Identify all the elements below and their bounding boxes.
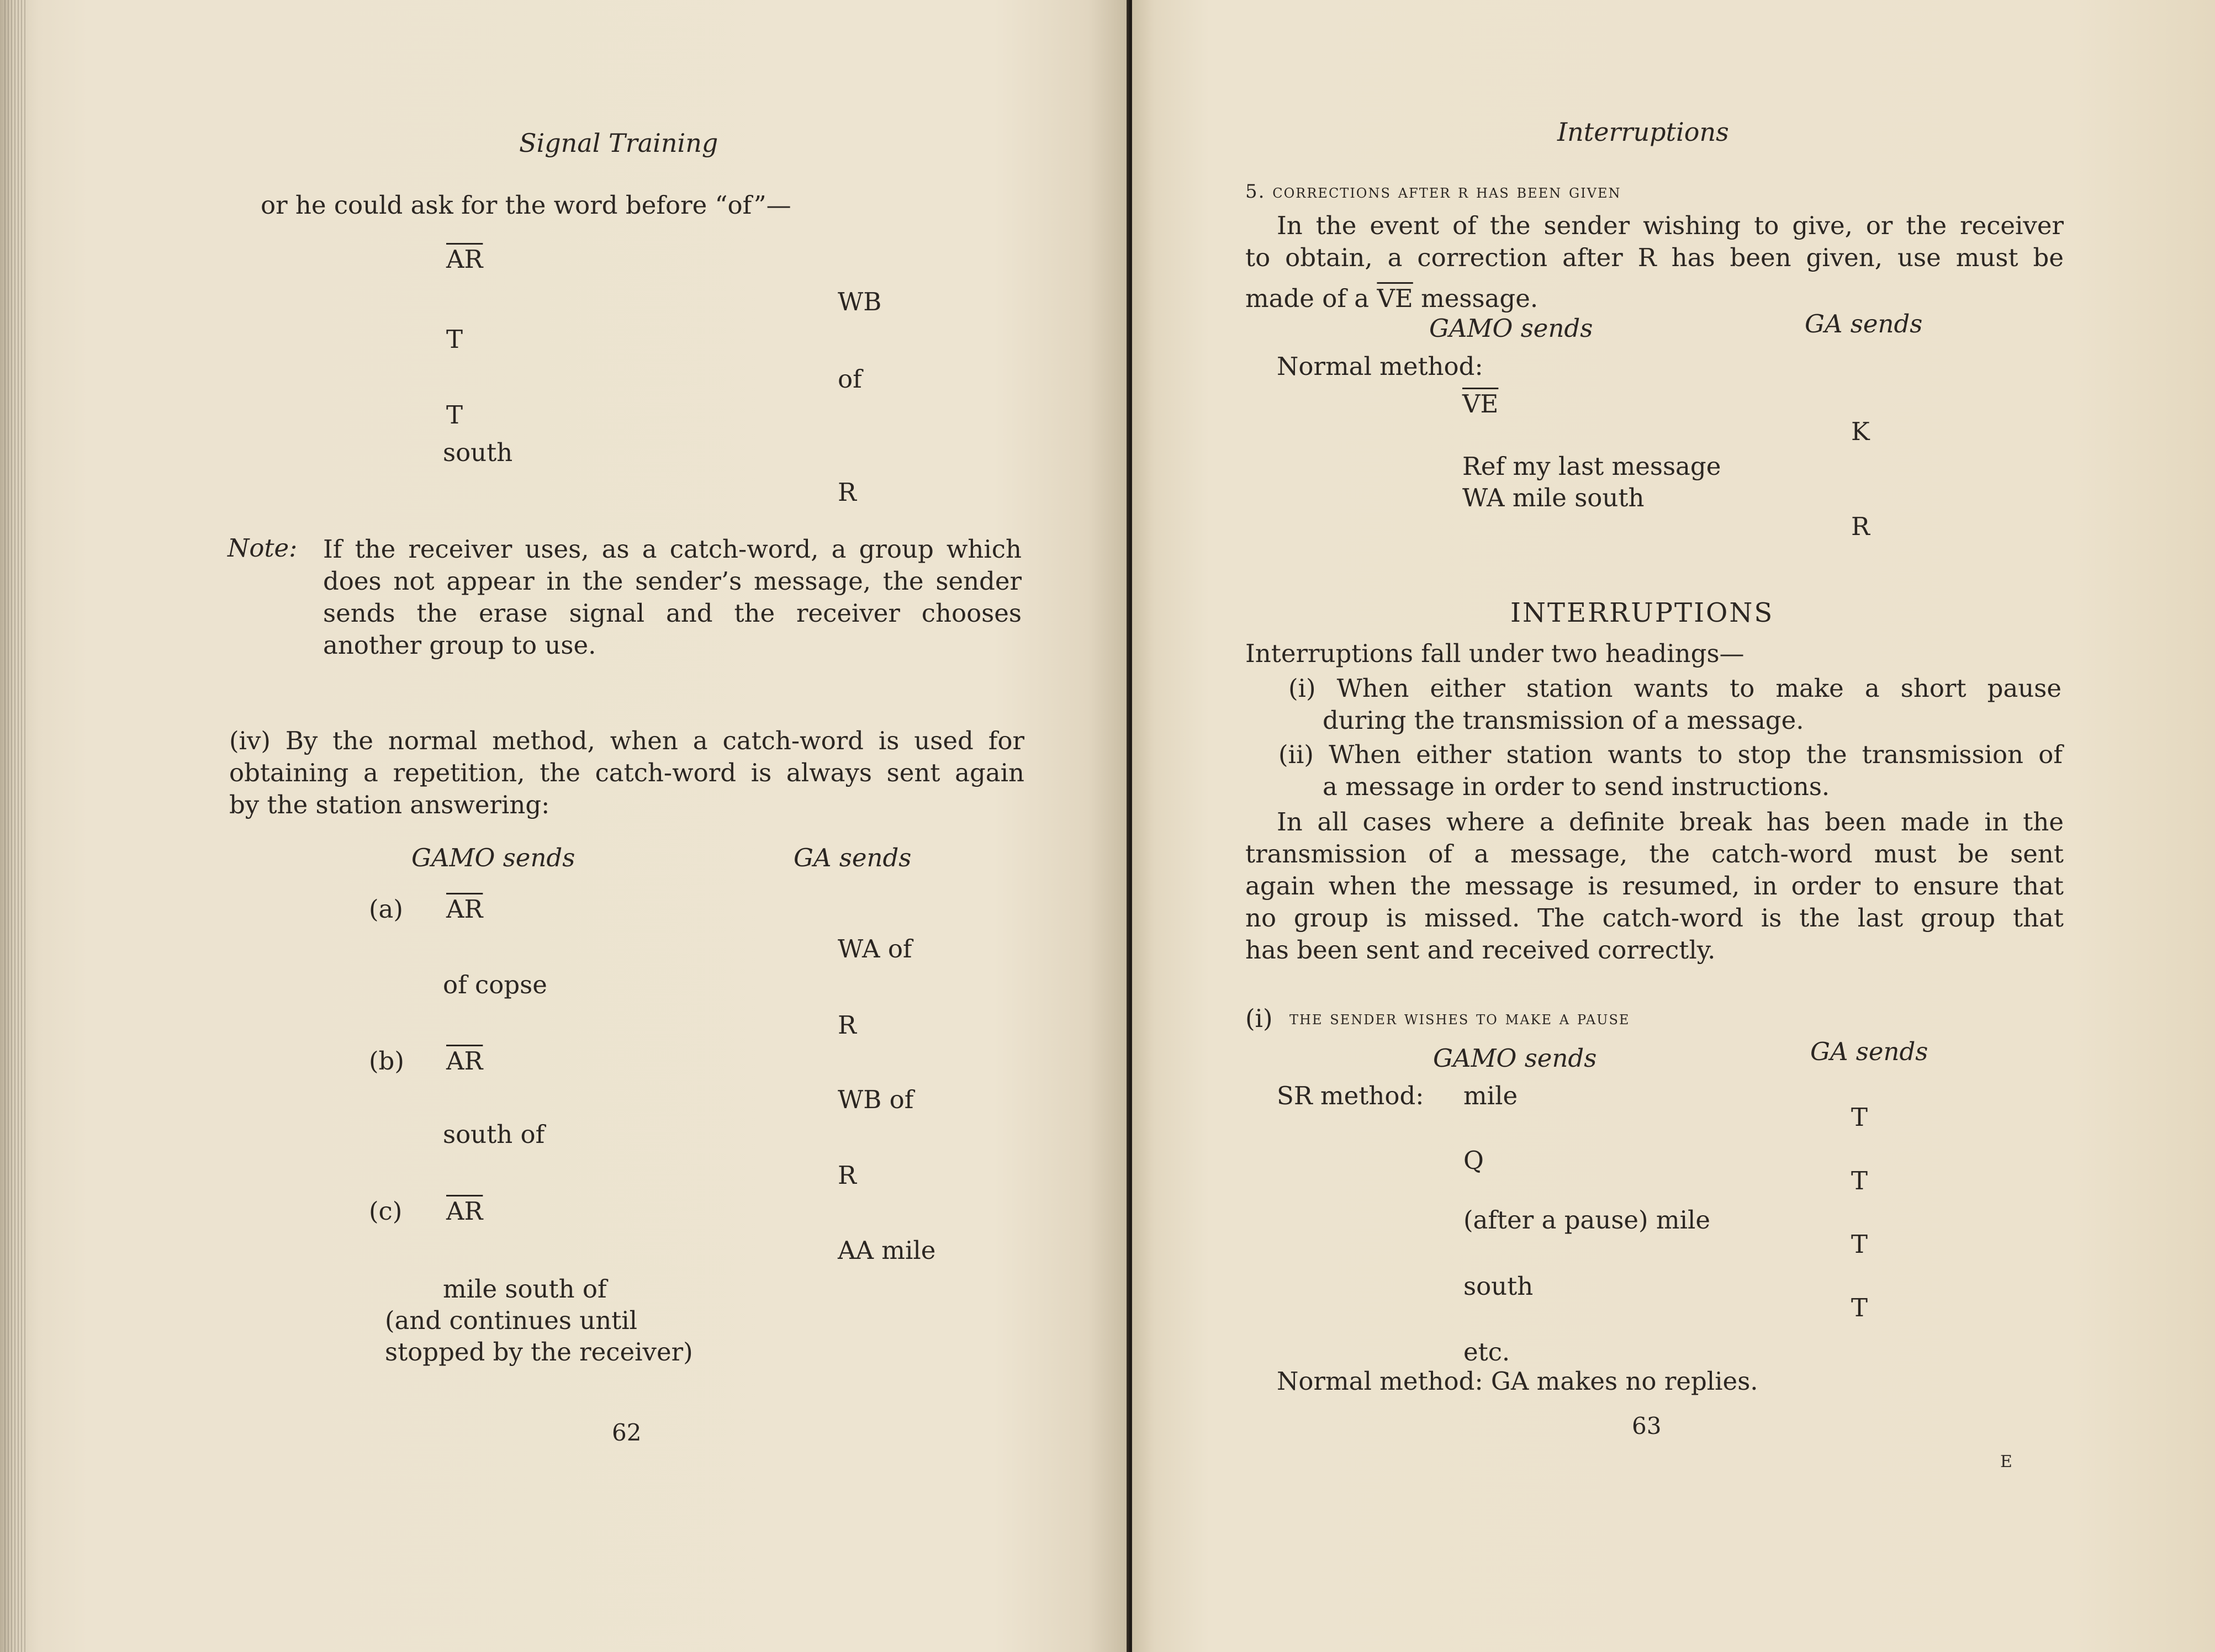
sent-south: south: [443, 438, 513, 467]
signal-ve: $\overline{VE}$: [1462, 389, 1499, 419]
item-ii-line: a message in order to send instructions.: [1323, 772, 1830, 801]
page-number: 63: [1632, 1412, 1662, 1439]
reply-k: K: [1851, 417, 1870, 446]
sent-mile: mile: [1463, 1081, 1518, 1110]
section-5-line: In the event of the sender wishing to give, or the receiver: [1277, 211, 2064, 240]
item-i-line: (i) When either station wants to make a short pause: [1288, 674, 2061, 703]
reply-wb-of: WB of: [838, 1085, 914, 1114]
reply-r: R: [838, 1010, 857, 1040]
note-line: does not appear in the sender’s message, the sender: [323, 566, 1022, 596]
reply-t: T: [1851, 1166, 1868, 1195]
right-page: [1132, 0, 2215, 1652]
reply-r: R: [838, 1161, 857, 1190]
column-gamo-sends: GAMO sends: [411, 843, 575, 872]
signal-ar: $\overline{AR}$: [446, 245, 483, 274]
signature-mark: E: [2000, 1452, 2012, 1471]
reply-aa-mile: AA mile: [838, 1236, 936, 1265]
column-ga-sends: GA sends: [1810, 1037, 1928, 1066]
normal-method-no-replies: Normal method: GA makes no replies.: [1277, 1367, 1758, 1396]
sent-after-pause-mile: (after a pause) mile: [1463, 1205, 1710, 1235]
normal-method-label: Normal method:: [1277, 352, 1483, 381]
signal-ar: $\overline{AR}$: [446, 894, 483, 924]
note-line: If the receiver uses, as a catch-word, a group which: [323, 534, 1022, 564]
note-continues: (and continues until: [385, 1306, 638, 1335]
sr-method-label: SR method:: [1277, 1081, 1424, 1110]
note-stopped: stopped by the receiver): [385, 1337, 693, 1367]
pause-heading: the sender wishes to make a pause: [1289, 1007, 1630, 1029]
sent-of-copse: of copse: [443, 970, 547, 999]
paragraph-iv-line: (iv) By the normal method, when a catch-word is used for: [229, 726, 1024, 755]
note-label: Note:: [228, 533, 298, 563]
all-cases-line: no group is missed. The catch-word is the last group that: [1245, 903, 2064, 933]
paragraph-iv-line: by the station answering:: [229, 790, 550, 819]
running-head: Signal Training: [519, 128, 718, 158]
sent-t: T: [446, 325, 463, 354]
item-i-line: during the transmission of a message.: [1323, 706, 1804, 735]
paragraph-iv-line: obtaining a repetition, the catch-word is always sent again: [229, 758, 1024, 787]
column-gamo-sends: GAMO sends: [1433, 1044, 1597, 1073]
pause-heading-number: (i): [1245, 1004, 1273, 1033]
sent-ref-line: WA mile south: [1462, 483, 1645, 512]
reply-t: T: [1851, 1293, 1868, 1322]
reply-r: R: [838, 478, 857, 507]
example-label-c: (c): [369, 1196, 403, 1226]
sent-south: south: [1463, 1272, 1534, 1301]
column-gamo-sends: GAMO sends: [1429, 314, 1593, 343]
section-5-heading: 5. corrections after r has been given: [1245, 181, 1621, 203]
page-number: 62: [612, 1419, 642, 1446]
sent-south-of: south of: [443, 1120, 545, 1149]
column-ga-sends: GA sends: [794, 843, 912, 872]
sent-q: Q: [1463, 1146, 1484, 1175]
reply-t: T: [1851, 1103, 1868, 1132]
all-cases-line: has been sent and received correctly.: [1245, 935, 1716, 965]
column-ga-sends: GA sends: [1805, 309, 1923, 338]
sent-etc: etc.: [1463, 1337, 1510, 1367]
reply-of: of: [838, 364, 862, 394]
all-cases-line: again when the message is resumed, in order to ensure that: [1245, 871, 2064, 901]
signal-ve: $\overline{VE}$: [1377, 284, 1413, 313]
example-label-b: (b): [369, 1046, 404, 1076]
reply-r: R: [1851, 512, 1870, 541]
section-5-line: made of a $\overline{VE}$ message.: [1245, 284, 1539, 313]
reply-t: T: [1851, 1230, 1868, 1259]
reply-wa-of: WA of: [838, 934, 912, 963]
note-line: sends the erase signal and the receiver chooses: [323, 599, 1022, 628]
all-cases-line: transmission of a message, the catch-word must be sent: [1245, 839, 2064, 869]
item-ii-line: (ii) When either station wants to stop the transmission of: [1278, 740, 2063, 769]
sent-ref-line: Ref my last message: [1462, 452, 1721, 481]
signal-ar: $\overline{AR}$: [446, 1196, 483, 1226]
example-label-a: (a): [369, 894, 403, 924]
sent-mile-south-of: mile south of: [443, 1274, 607, 1304]
reply-wb: WB: [838, 287, 882, 316]
page-edge-lines: [4, 0, 27, 1652]
interruptions-heading: INTERRUPTIONS: [1510, 597, 1774, 628]
note-line: another group to use.: [323, 631, 596, 660]
sent-t: T: [446, 400, 463, 430]
section-5-line: to obtain, a correction after R has been given, use must be: [1245, 243, 2064, 272]
signal-ar: $\overline{AR}$: [446, 1046, 483, 1076]
all-cases-line: In all cases where a definite break has been made in the: [1277, 807, 2064, 836]
interruptions-intro: Interruptions fall under two headings—: [1245, 639, 1744, 668]
intro-line: or he could ask for the word before “of”—: [261, 190, 791, 220]
running-head: Interruptions: [1557, 117, 1729, 147]
